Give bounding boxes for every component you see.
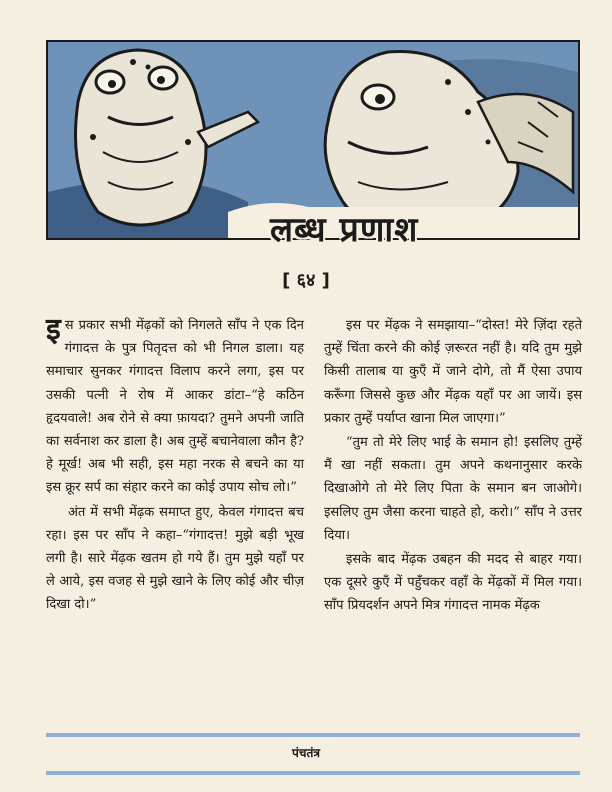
drop-cap: इ <box>46 312 61 347</box>
left-paragraph-1 <box>46 314 304 500</box>
left-column <box>46 314 304 617</box>
left-paragraph-1-text: स प्रकार सभी मेंढ़कों को निगलते साँप ने एक दिन गंगादत्त के पुत्र पितृदत्त को भी निगल डाला। यह समाचार सुनकर गंगादत्त विलाप करने लगा, इस पर उसकी पत्नी ने रोष में आकर डांटा–“हे कठिन हृदयवाले! अब रोने से क्या फ़ायदा? तुमने अपनी जाति का सर्वनाश कर डाला है। अब तुम्हें बचानेवाला कौन है? हे मूर्ख! अब भी सही, इस महा नरक से बचने का या इस क्रूर सर्प का संहार करने का कोई उपाय सोच लो।” <box>46 318 304 496</box>
right-paragraph-2: “तुम तो मेरे लिए भाई के समान हो! इसलिए तुम्हें मैं खा नहीं सकता। तुम अपने कथनानुसार करके दिखाओगे तो मेरे लिए पिता के समान बन जाओगे। इसलिए तुम जैसा करना चाहते हो, करो।” साँप ने उत्तर दिया। <box>324 435 582 543</box>
footer-text: पंचतंत्र <box>292 746 320 760</box>
story-title: लब्ध प्रणाश <box>270 210 419 250</box>
footer-rule-bottom <box>46 771 580 775</box>
left-paragraph-2: अंत में सभी मेंढ़क समाप्त हुए, केवल गंगादत्त बच रहा। इस पर साँप ने कहा–“गंगादत्त! मुझे बड़ी भूख लगी है। सारे मेंढ़क खतम हो गये हैं। तुम मुझे यहाँ पर ले आये, इस वजह से मुझे खाने के लिए कोई और चीज़ दिखा दो।” <box>46 504 304 613</box>
footer-rule-top <box>46 733 580 737</box>
right-paragraph-1: इस पर मेंढ़क ने समझाया–“दोस्त! मेरे ज़िंदा रहते तुम्हें चिंता करने की कोई ज़रूरत नहीं है। यदि तुम मुझे किसी तालाब या कुएँ में जाने दोगे, तो मैं ऐसा उपाय करूँगा जिससे कुछ और मेंढ़क यहाँ पर आ जायें। इस प्रकार तुम्हें पर्याप्त खाना मिल जाएगा।” <box>324 318 582 426</box>
chapter-number: [ ६४ ] <box>282 270 330 291</box>
right-paragraph-3: इसके बाद मेंढ़क उबहन की मदद से बाहर गया। एक दूसरे कुएँ में पहुँचकर वहाँ के मेंढ़कों में मिल गया। साँप प्रियदर्शन अपने मित्र गंगादत्त नामक मेंढ़क <box>324 552 582 614</box>
right-column <box>324 314 582 618</box>
